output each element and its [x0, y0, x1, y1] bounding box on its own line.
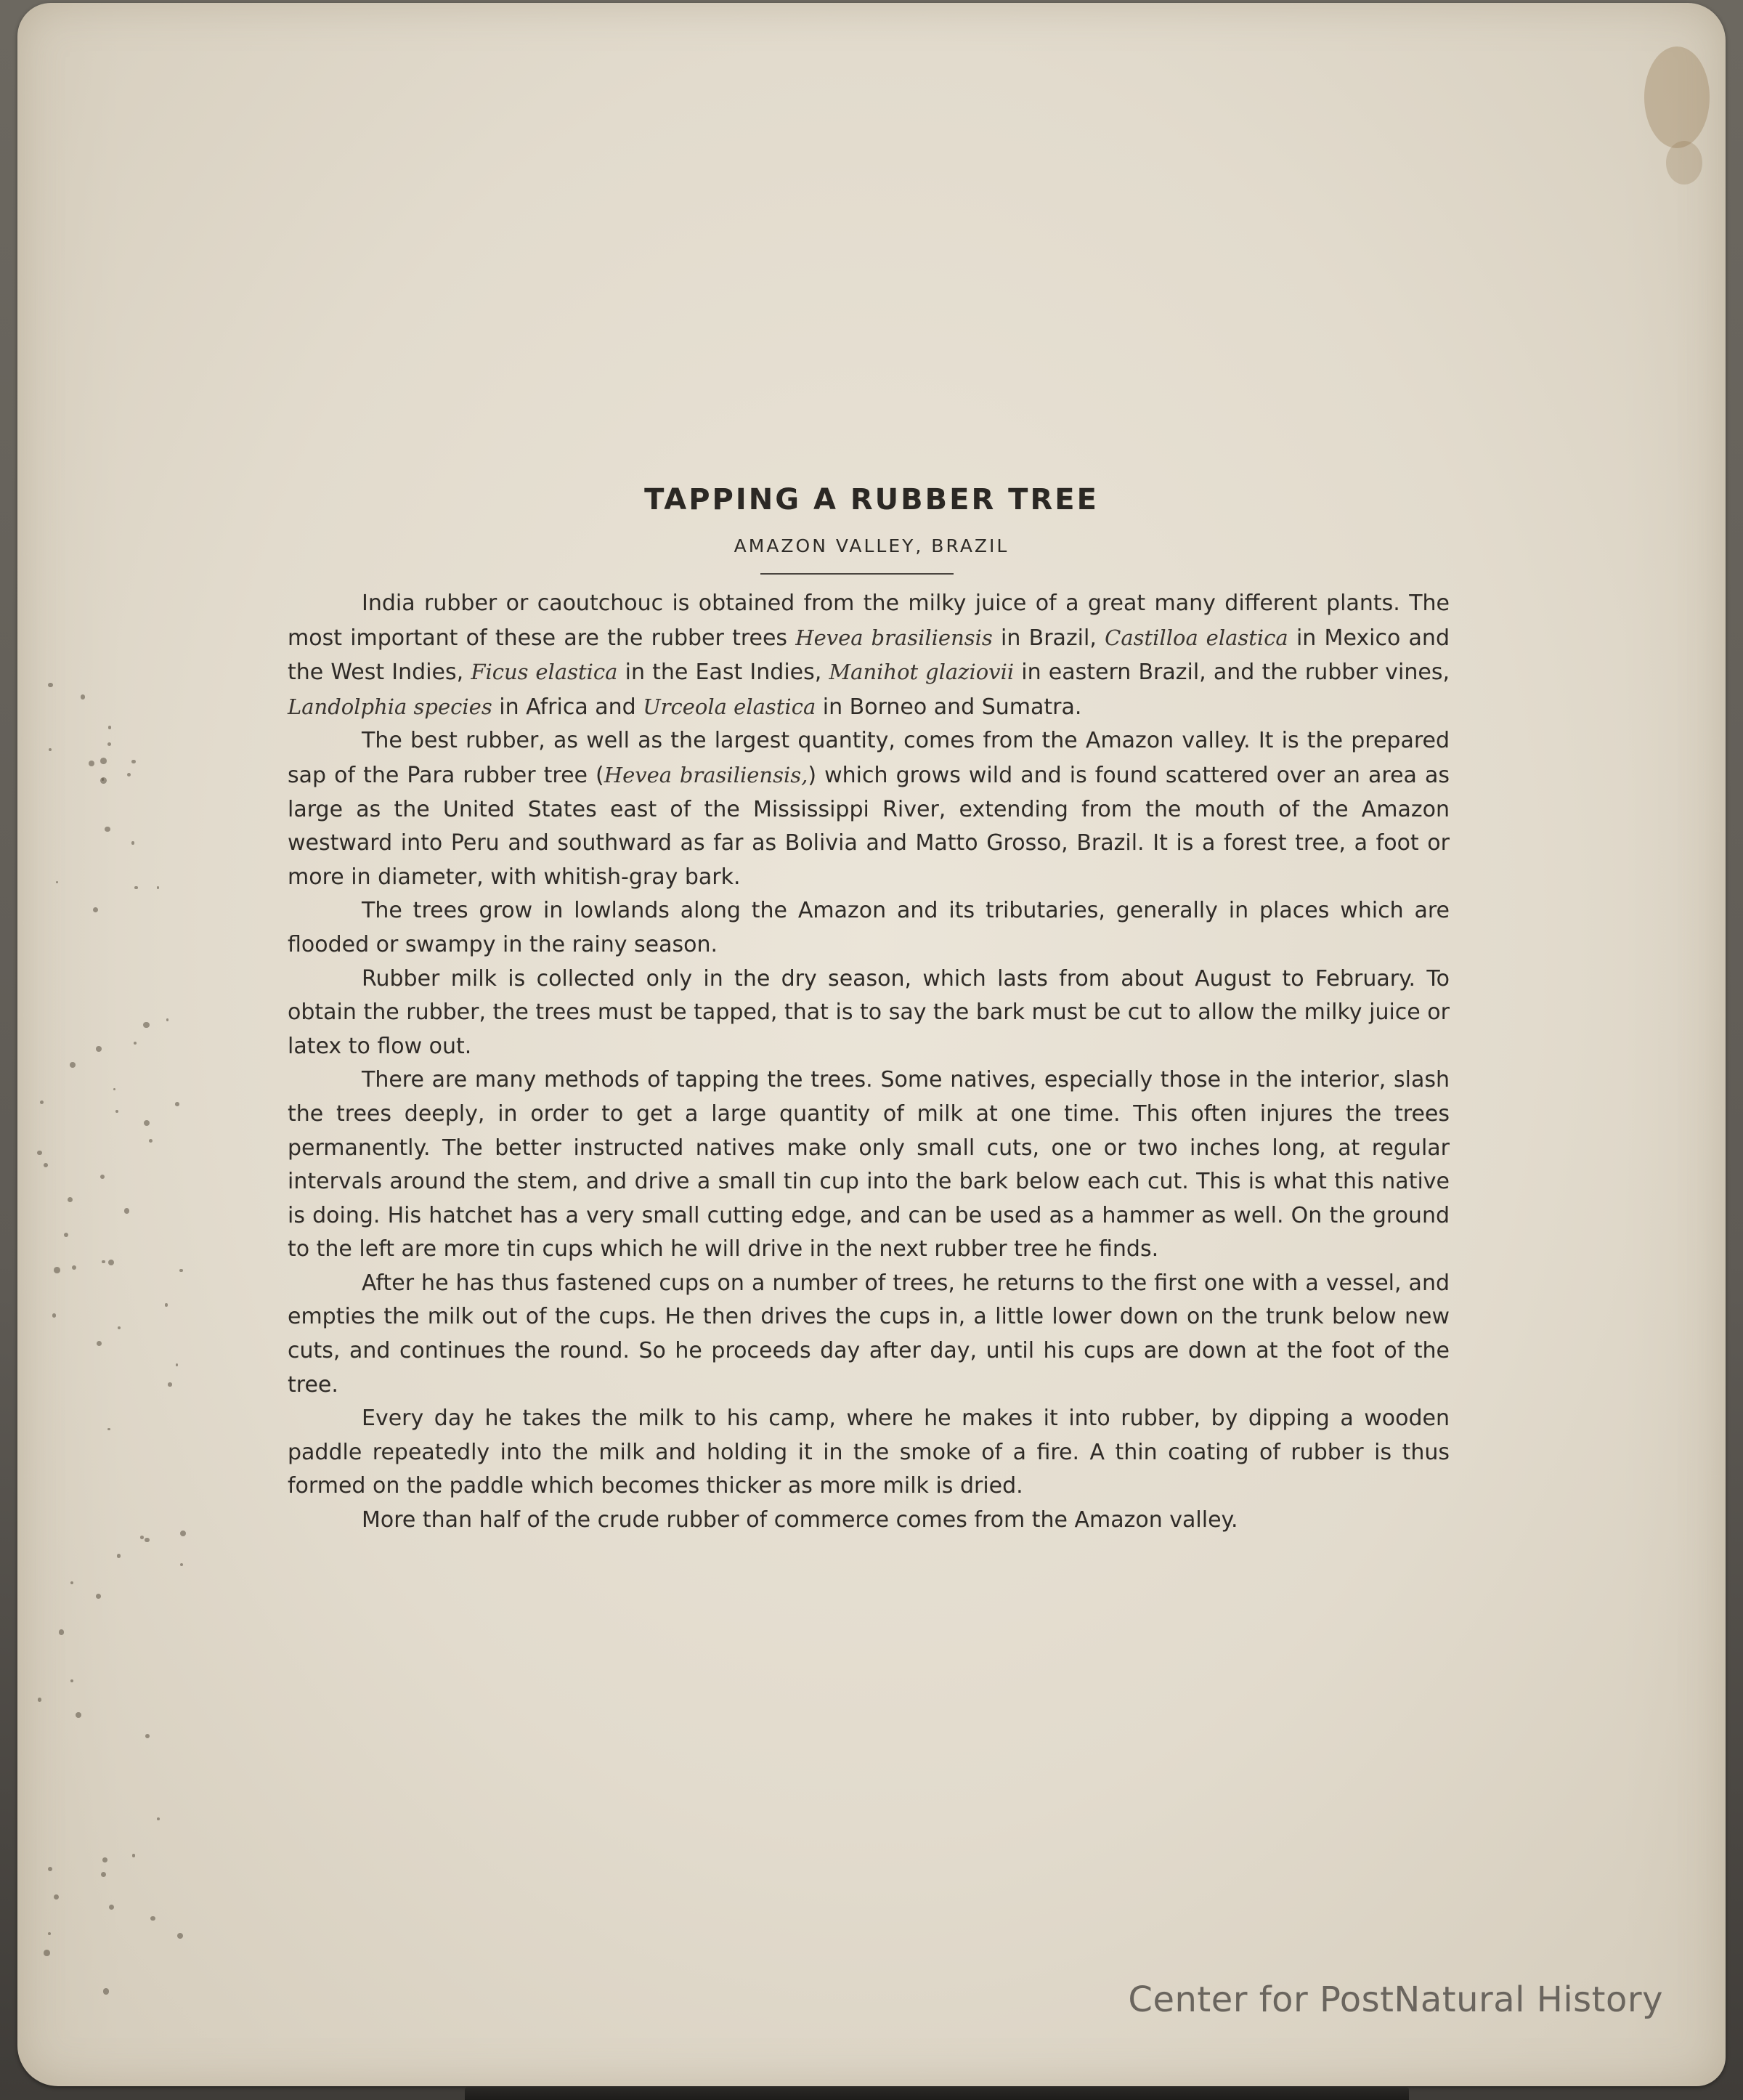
- foxing-speck: [149, 1139, 153, 1143]
- text-run: Every day he takes the milk to his camp, where he makes it into rubber, by dipping a wooden paddle repeatedly into the milk and holding it in the smoke of a fire. A thin coating of rubber is thus formed on the paddle which becomes thicker as more milk is dried.: [288, 1406, 1450, 1499]
- document-subtitle: AMAZON VALLEY, BRAZIL: [734, 535, 1009, 556]
- body-paragraph: [288, 587, 1450, 724]
- foxing-speck: [81, 694, 86, 700]
- foxing-speck: [157, 1817, 160, 1820]
- foxing-speck: [150, 1916, 155, 1921]
- foxing-speck: [180, 1531, 186, 1536]
- foxing-speck: [124, 1208, 130, 1214]
- foxing-speck: [54, 1894, 59, 1900]
- foxing-speck: [38, 1698, 42, 1702]
- text-run: in eastern Brazil, and the rubber vines,: [1014, 660, 1450, 686]
- foxing-speck: [54, 1267, 60, 1273]
- text-run: More than half of the crude rubber of commerce comes from the Amazon valley.: [362, 1507, 1238, 1533]
- text-run: Rubber milk is collected only in the dry season, which lasts from about August to February. To obtain the rubber, the trees must be tapped, that is to say the bark must be cut to allow the milky juice or latex to flow out.: [288, 965, 1450, 1059]
- species-name: Hevea brasiliensis,: [604, 762, 808, 787]
- foxing-speck: [179, 1269, 182, 1272]
- foxing-speck: [52, 1313, 56, 1317]
- text-run: ) which grows wild and is found scattered over an area as large as the United States east of the Mississippi River, extending from the mouth of the Amazon westward into Peru and southward as far as Bolivia and Matto Grosso, Brazil. It is a forest tree, a foot or more in diameter, with whitish-gray bark.: [288, 762, 1450, 890]
- foxing-speck: [131, 841, 134, 844]
- foxing-speck: [100, 777, 107, 784]
- foxing-speck: [176, 1363, 178, 1366]
- foxing-speck: [70, 1581, 73, 1584]
- text-run: The trees grow in lowlands along the Amazon and its tributaries, generally in places which are flooded or swampy in the rainy season.: [288, 898, 1450, 957]
- text-run: in Africa and: [492, 694, 643, 720]
- foxing-speck: [37, 1151, 42, 1156]
- text-run: in the East Indies,: [617, 660, 829, 686]
- foxing-speck: [96, 1594, 101, 1599]
- foxing-speck: [102, 1260, 105, 1264]
- display-stand: [465, 2087, 1409, 2100]
- foxing-speck: [109, 1905, 114, 1910]
- body-paragraph: [288, 894, 1450, 962]
- foxing-speck: [100, 758, 107, 764]
- foxing-speck: [115, 1110, 118, 1113]
- text-run: in Brazil,: [992, 625, 1105, 651]
- foxing-speck: [140, 1536, 144, 1539]
- text-run: in Borneo and Sumatra.: [816, 694, 1082, 720]
- body-paragraph: [288, 1063, 1450, 1267]
- foxing-speck: [68, 1197, 73, 1202]
- foxing-speck: [165, 1303, 168, 1306]
- title-divider: [760, 573, 954, 575]
- foxing-speck: [59, 1629, 64, 1634]
- text-run: The best rubber, as well as the largest quantity, comes from the Amazon valley. It is the prepared sap of the Para rubber tree (: [288, 728, 1450, 788]
- text-run: After he has thus fastened cups on a number of trees, he returns to the first one with a vessel, and empties the milk out of the cups. He then drives the cups in, a little lower down on the trunk below new cuts, and continues the round. So he proceeds day after day, until his cups are down at the foot of the tree.: [288, 1270, 1450, 1398]
- foxing-speck: [96, 1046, 102, 1052]
- foxing-speck: [70, 1679, 73, 1682]
- body-paragraph: [288, 724, 1450, 894]
- foxing-speck: [64, 1233, 68, 1237]
- foxing-speck: [107, 1428, 110, 1431]
- foxing-speck: [100, 1175, 105, 1179]
- species-name: Manihot glaziovii: [829, 660, 1015, 685]
- foxing-speck: [97, 1341, 102, 1346]
- document-body: [288, 587, 1450, 1538]
- foxing-speck: [40, 1100, 44, 1104]
- foxing-speck: [102, 1857, 107, 1862]
- text-run: India rubber or caoutchouc is obtained from the milky juice of a great many different plants. The most important of these are the rubber trees: [288, 591, 1450, 651]
- foxing-speck: [72, 1265, 76, 1270]
- foxing-speck: [70, 1062, 76, 1068]
- body-paragraph: [288, 1267, 1450, 1402]
- species-name: Landolphia species: [288, 694, 492, 719]
- species-name: Castilloa elastica: [1105, 625, 1288, 650]
- foxing-speck: [103, 1988, 109, 1994]
- watermark-text: Center for PostNatural History: [1128, 1979, 1663, 2020]
- body-paragraph: [288, 1402, 1450, 1504]
- corner-stain: [1644, 46, 1710, 148]
- body-paragraph: [288, 962, 1450, 1064]
- foxing-speck: [118, 1326, 121, 1329]
- foxing-speck: [108, 1260, 114, 1265]
- foxing-speck: [48, 683, 52, 687]
- document-title: TAPPING A RUBBER TREE: [644, 483, 1099, 516]
- foxing-speck: [105, 827, 110, 832]
- species-name: Ficus elastica: [471, 660, 618, 685]
- species-name: Hevea brasiliensis: [795, 625, 993, 650]
- foxing-speck: [145, 1734, 150, 1738]
- body-paragraph: [288, 1504, 1450, 1538]
- foxing-speck: [108, 726, 112, 729]
- foxing-speck: [101, 1872, 106, 1877]
- foxing-speck: [180, 1563, 183, 1566]
- foxing-speck: [44, 1950, 50, 1956]
- foxing-speck: [168, 1382, 172, 1387]
- foxing-speck: [89, 761, 94, 766]
- foxing-speck: [175, 1102, 179, 1106]
- corner-stain-small: [1666, 141, 1702, 185]
- foxing-speck: [49, 748, 52, 751]
- foxing-speck: [117, 1554, 121, 1557]
- foxing-speck: [76, 1712, 81, 1718]
- foxing-speck: [107, 742, 111, 746]
- text-run: in Mexico and the West Indies,: [288, 625, 1450, 686]
- species-name: Urceola elastica: [643, 694, 816, 719]
- foxing-speck: [145, 1538, 149, 1542]
- text-run: There are many methods of tapping the trees. Some natives, especially those in the interior, slash the trees deeply, in order to get a large quantity of milk at one time. This often injures the trees permanently. The better instructed natives make only small cuts, one or two inches long, at regular intervals around the stem, and drive a small tin cup into the bark below each cut. This is what this native is doing. His hatchet has a very small cutting edge, and can be used as a hammer as well. On the ground to the left are more tin cups which he will drive in the next rubber tree he finds.: [288, 1067, 1450, 1262]
- foxing-speck: [177, 1933, 183, 1939]
